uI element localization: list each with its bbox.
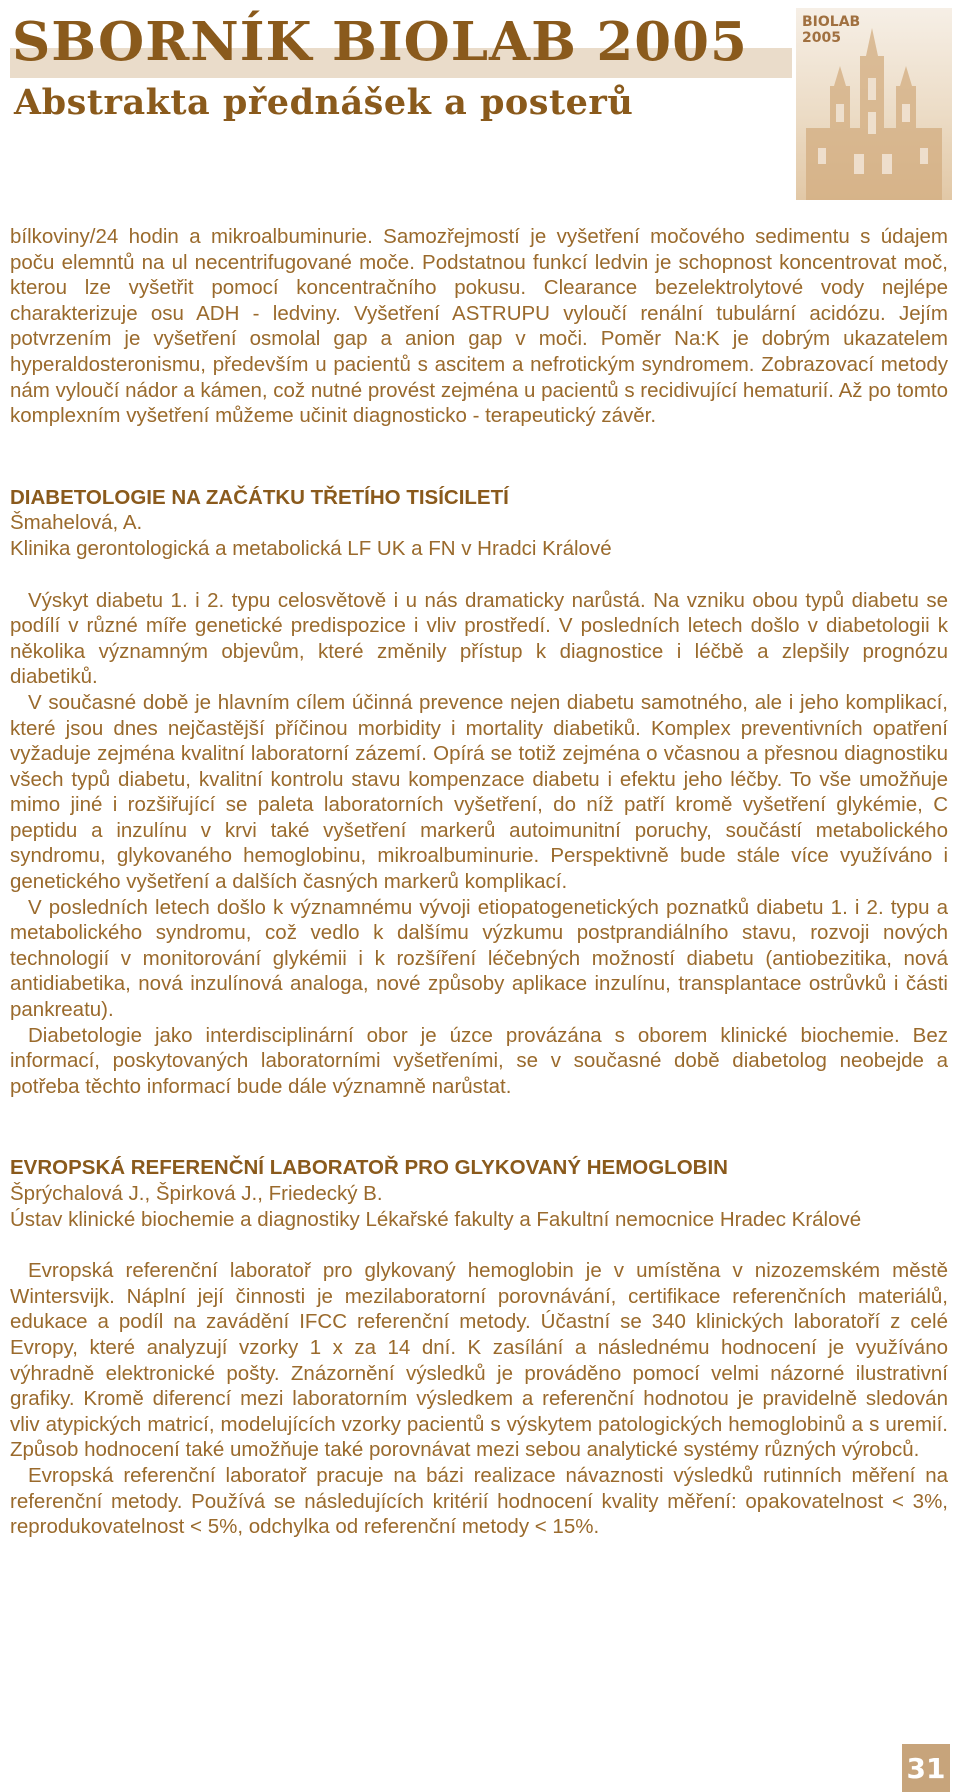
paragraph: V současné době je hlavním cílem účinná prevence nejen diabetu samotného, ale i jeho komplikací, které jsou dnes nejčastější příčinou morbidity i mortality diabetiků. Komplex preventivních opatření vyžaduje zejména kvalitní laboratorní zázemí. Opírá se totiž zejména o včasnou a přesnou diagnostiku všech typů diabetu, kvalitní kontrolu stavu kompenzace diabetu i efektu jeho léčby. To vše umožňuje mimo jiné i rozšiřující se paleta laboratorních vyšetření, do níž patří kromě vyšetření glykémie, C peptidu a inzulínu v krvi také vyšetření markerů autoimunitní poruchy, součástí metabolického syndromu, glykovaného hemoglobinu, mikroalbuminurie. Perspektivně bude stále více využíváno i genetického vyšetření a dalších časných markerů komplikací. — [10, 690, 948, 894]
page-title: SBORNÍK BIOLAB 2005 — [12, 11, 748, 73]
page-subtitle: Abstrakta přednášek a posterů — [14, 82, 634, 123]
section-author: Šmahelová, A. — [10, 511, 143, 535]
section-author: Šprýchalová J., Špirková J., Friedecký B. — [10, 1182, 383, 1205]
paragraph: Evropská referenční laboratoř pro glykovaný hemoglobin je v umístěna v nizozemském městě Wintersvijk. Náplní její činnosti je mezilaboratorní porovnávání, certifikace referenčních materiálů, edukace a podíl na zavádění IFCC referenční metody. Účastní se 340 klinických laboratoří z celé Evropy, které analyzují vzorky 1 x za 14 dní. K zasílání a následnému hodnocení je využíváno výhradně elektronické pošty. Znázornění výsledků je prováděno pomocí velmi názorné ilustrativní grafiky. Kromě diferencí mezi laboratorním výsledkem a referenční hodnotou je pravidelně sledován vliv atypických matricí, modelujících vzorky pacientů s výskytem patologických hemoglobinů a s uremií. Způsob hodnocení také umožňuje také porovnávat mezi sebou analytické systémy různých výrobců. — [10, 1259, 948, 1462]
paragraph: V posledních letech došlo k významnému vývoji etiopatogenetických poznatků diabetu 1. i 2. typu a metabolického syndromu, což vedlo k dalšímu výzkumu postprandiálního stavu, rozvoji nových technologií v monitorování glykémii i k rozšíření léčebných možností diabetu (antiobezitika, nová antidiabetika, nová inzulínová analoga, nové způsoby aplikace inzulínu, transplantace ostrůvků i části pankreatu). — [10, 895, 948, 1022]
page-number: 31 — [902, 1744, 950, 1792]
article-body — [10, 224, 948, 1540]
section-heading: DIABETOLOGIE NA ZAČÁTKU TŘETÍHO TISÍCILETÍ — [10, 485, 509, 509]
biolab-logo — [796, 8, 952, 200]
section-diabetologie — [10, 485, 948, 1100]
paragraph: Evropská referenční laboratoř pracuje na bázi realizace návaznosti výsledků rutinních měření na referenční metody. Používá se následujících kritérií hodnocení kvality měření: opakovatelnost < 3%, reprodukovatelnost < 5%, odchylka od referenční metody < 15%. — [10, 1463, 948, 1539]
section-glykovany-hemoglobin — [10, 1155, 948, 1539]
paragraph: Výskyt diabetu 1. i 2. typu celosvětově i u nás dramaticky narůstá. Na vzniku obou typů diabetu se podílí v různé míře genetické predispozice i vliv prostředí. V posledních letech došlo v diabetologii k několika významným objevům, které změnily přístup k diagnostice i léčbě a zlepšily prognózu diabetiků. — [10, 588, 948, 689]
logo-text: BIOLAB 2005 — [802, 14, 861, 46]
paragraph: Diabetologie jako interdisciplinární obor je úzce provázána s oborem klinické biochemie. Bez informací, poskytovaných laboratorními vyšetřeními, se v současné době diabetolog neobejde a potřeba těchto informací bude dále významně narůstat. — [10, 1023, 948, 1098]
section-affiliation: Klinika gerontologická a metabolická LF UK a FN v Hradci Králové — [10, 536, 612, 560]
intro-paragraph: bílkoviny/24 hodin a mikroalbuminurie. Samozřejmostí je vyšetření močového sedimentu s údajem poču elemntů na ul necentrifugované moče. Podstatnou funkcí ledvin je schopnost koncentrovat moč, kterou lze vyšetřit pomocí koncentračního pokusu. Clearance bezelektrolytové vody nejlépe charakterizuje osu ADH - ledviny. Vyšetření ASTRUPU vyloučí renální tubulární acidózu. Jejím potvrzením je vyšetření osmolal gap a anion gap v moči. Poměr Na:K je dobrým ukazatelem hyperaldosteronismu, především u pacientů s ascitem a nefrotickým syndromem. Zobrazovací metody nám vyloučí nádor a kámen, což nutné provést zejména u pacientů s recidivující hematurií. Až po tomto komplexním vyšetření můžeme učinit diagnosticko - terapeutický závěr. — [10, 225, 948, 428]
section-affiliation: Ústav klinické biochemie a diagnostiky Lékařské fakulty a Fakultní nemocnice Hradec Králové — [10, 1207, 862, 1231]
section-heading: EVROPSKÁ REFERENČNÍ LABORATOŘ PRO GLYKOVANÝ HEMOGLOBIN — [10, 1156, 728, 1180]
